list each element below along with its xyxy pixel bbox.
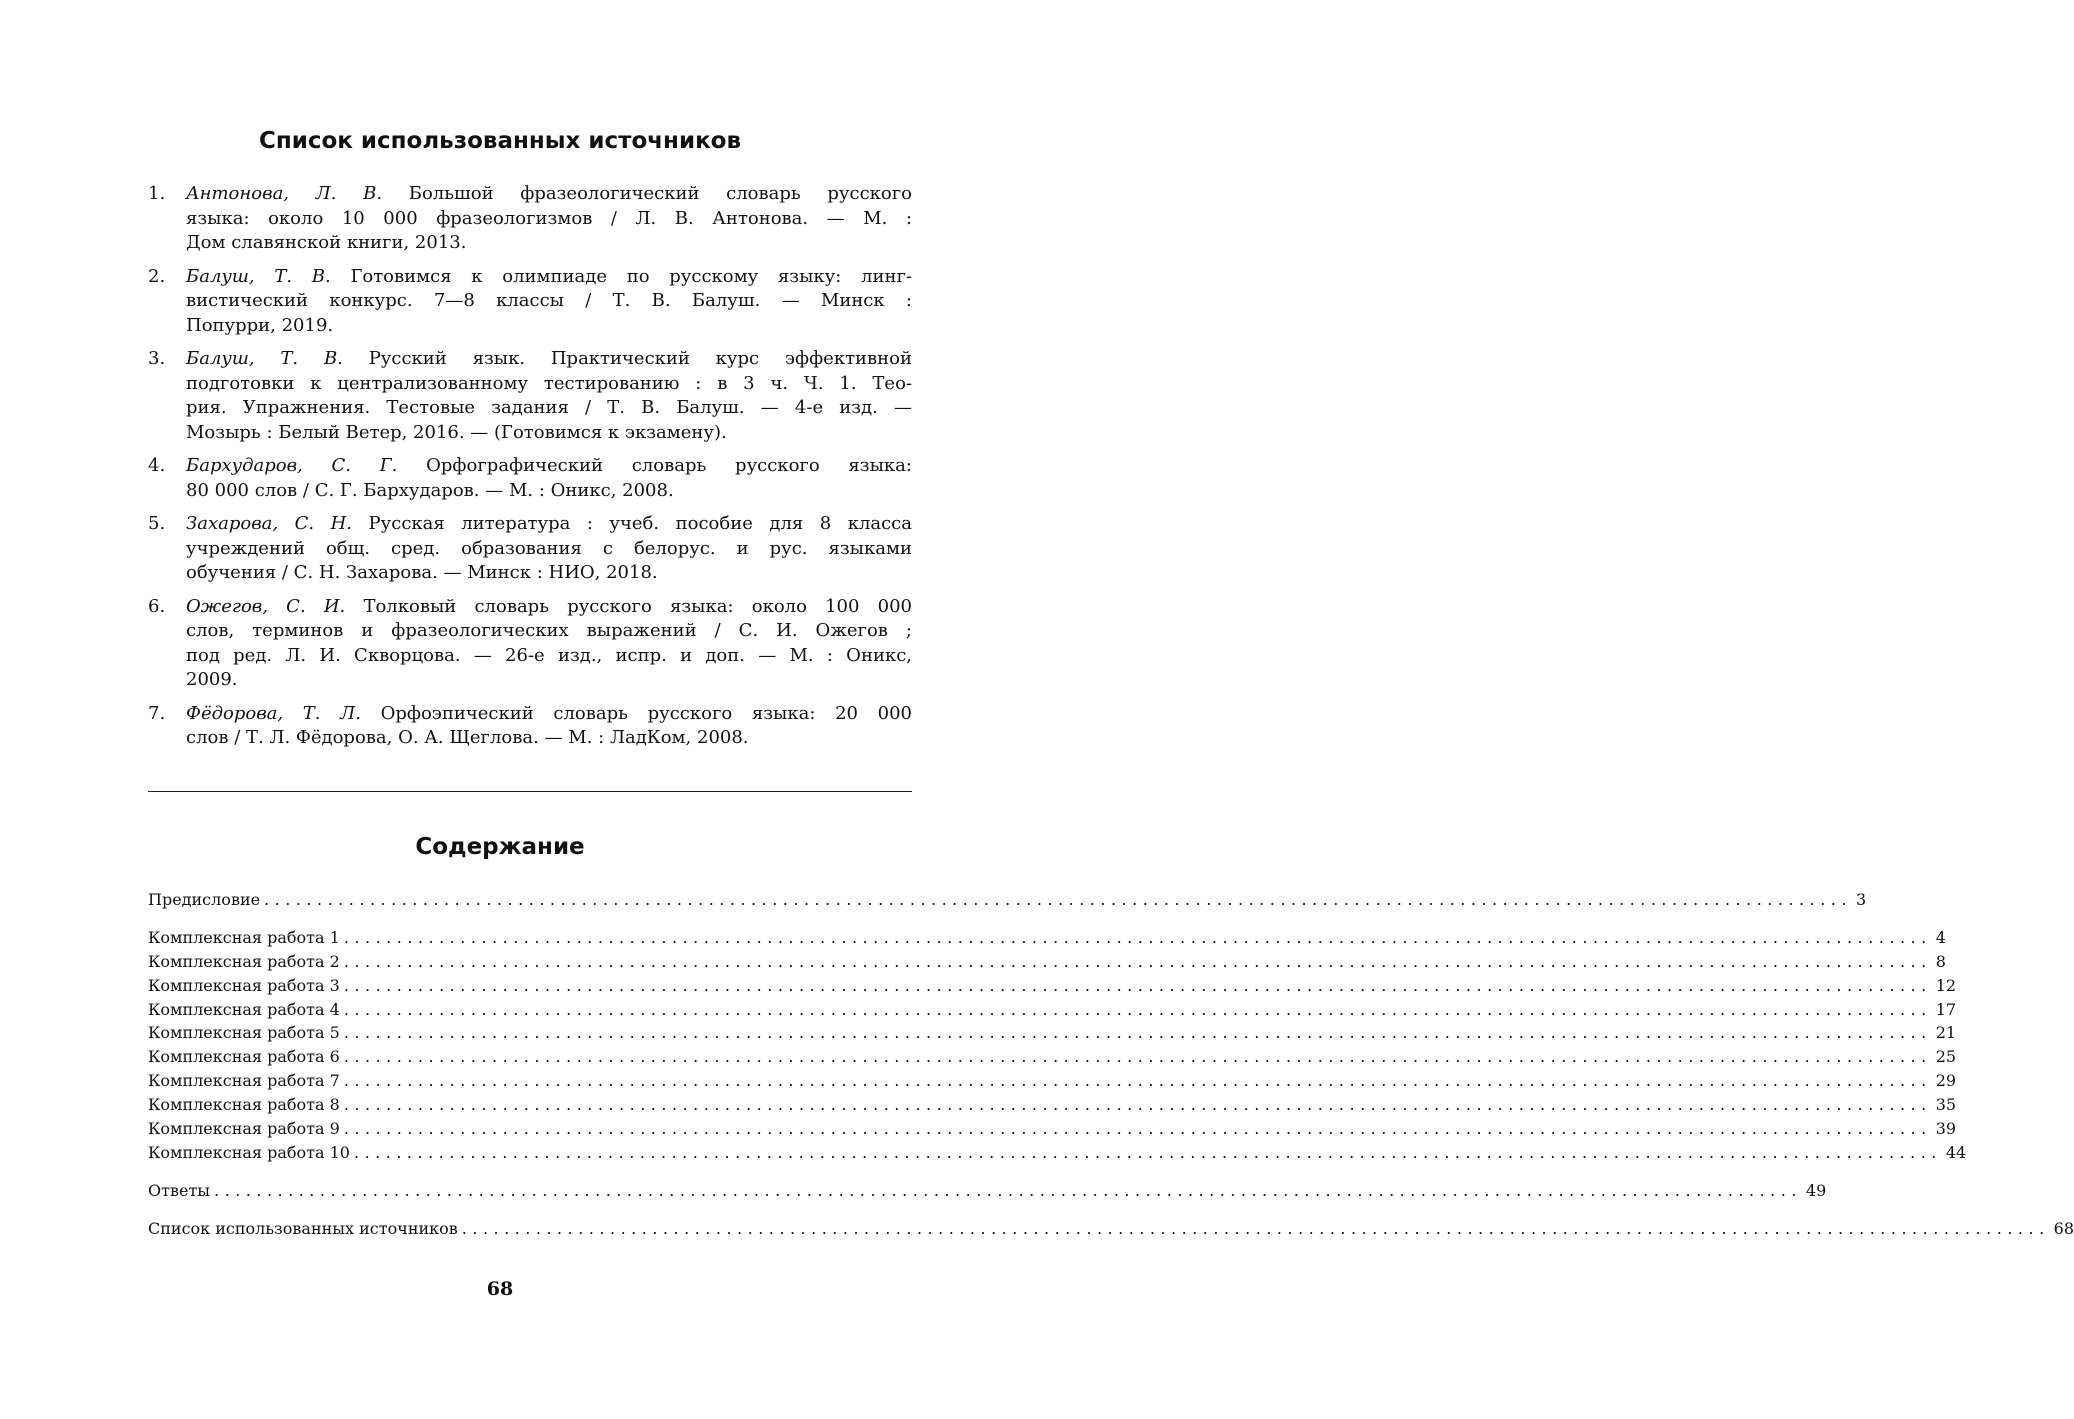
toc-title: Предисловие [148,890,261,909]
toc-page: 29 [1935,1071,1957,1091]
toc-page: 44 [1945,1142,1967,1162]
dot-leader: ...................................................................................................................................................... [343,951,1932,971]
toc-title: Комплексная работа 10 [148,1142,350,1162]
reference-number: 4. [148,455,166,476]
reference-line: Дом славянской книги, 2013. [186,232,467,253]
divider [148,791,912,792]
toc-title: Ответы [148,1180,211,1200]
reference-line [186,265,912,290]
reference-item [148,454,912,503]
dot-leader: ...................................................................................................................................................... [214,1180,1802,1200]
reference-line: подготовки к централизованному тестированию : в 3 ч. Ч. 1. Тео- [186,372,912,394]
reference-line [186,347,912,372]
reference-number: 1. [148,183,166,204]
reference-author: Балуш, Т. В. [186,265,331,287]
reference-list [148,182,912,760]
reference-text: Русская литература : учеб. пособие для 8 класса [352,513,912,534]
reference-author: Фёдорова, Т. Л. [186,702,361,724]
reference-line [186,595,912,620]
toc-page: 49 [1805,1180,1827,1200]
reference-line [186,512,912,537]
dot-leader: ...................................................................................................................................................... [343,975,1932,995]
sources-heading: Список использованных источников [258,128,742,154]
toc-entry[interactable] [148,1218,2074,1243]
reference-text: Русский язык. Практический курс эффективной [342,348,912,369]
toc-entry[interactable] [148,1119,1957,1143]
reference-line: языка: около 10 000 фразеологизмов / Л. В. Антонова. — М. : [186,207,912,229]
table-of-contents [148,890,2074,1243]
reference-line: под ред. Л. И. Скворцова. — 26-е изд., испр. и доп. — М. : Оникс, [186,644,912,666]
reference-item [148,347,912,445]
reference-line [186,702,912,727]
toc-entry[interactable] [148,1047,1957,1071]
dot-leader: ...................................................................................................................................................... [264,890,1852,909]
toc-title: Комплексная работа 4 [148,999,340,1019]
reference-text: Готовимся к олимпиаде по русскому языку: линг- [330,265,912,287]
toc-page: 4 [1935,927,1946,947]
reference-line: 80 000 слов / С. Г. Бархударов. — М. : Оникс, 2008. [186,479,674,501]
page-number: 68 [486,1278,514,1300]
contents-heading: Содержание [415,834,585,860]
dot-leader: ...................................................................................................................................................... [343,927,1932,947]
toc-title: Комплексная работа 7 [148,1071,340,1091]
toc-title: Комплексная работа 9 [148,1119,340,1139]
toc-entry[interactable] [148,1142,1967,1167]
reference-number: 6. [148,595,166,617]
toc-title: Список использованных источников [148,1218,458,1238]
reference-line: слов / Т. Л. Фёдорова, О. А. Щеглова. — М. : ЛадКом, 2008. [186,727,749,748]
toc-page: 8 [1935,951,1946,971]
toc-title: Комплексная работа 3 [148,975,340,995]
toc-page: 21 [1935,1023,1957,1043]
reference-line: Попурри, 2019. [186,314,334,336]
reference-line: 2009. [186,669,238,690]
toc-title: Комплексная работа 1 [148,927,340,947]
toc-title: Комплексная работа 6 [148,1047,340,1067]
toc-entry[interactable] [148,1023,1957,1047]
dot-leader: ...................................................................................................................................................... [343,1023,1932,1043]
reference-line: обучения / С. Н. Захарова. — Минск : НИО, 2018. [186,562,658,583]
dot-leader: ...................................................................................................................................................... [353,1142,1942,1162]
dot-leader: ...................................................................................................................................................... [343,999,1932,1019]
dot-leader: ...................................................................................................................................................... [343,1047,1932,1067]
reference-item [148,512,912,586]
toc-entry[interactable] [148,1180,1827,1205]
reference-item [148,595,912,693]
toc-entry[interactable] [148,890,1867,914]
reference-author: Антонова, Л. В. [186,183,383,204]
reference-item [148,265,912,339]
reference-line: слов, терминов и фразеологических выражений / С. И. Ожегов ; [186,620,912,641]
reference-text: Толковый словарь русского языка: около 100 000 [345,595,912,617]
toc-page: 3 [1855,890,1867,909]
reference-author: Захарова, С. Н. [186,513,353,534]
reference-author: Ожегов, С. И. [186,595,346,617]
dot-leader: ...................................................................................................................................................... [343,1071,1932,1091]
reference-line: учреждений общ. сред. образования с белорус. и рус. языками [186,537,912,559]
toc-page: 12 [1935,975,1957,995]
toc-page: 68 [2053,1218,2074,1238]
toc-entry[interactable] [148,999,1957,1024]
reference-author: Бархударов, С. Г. [186,455,398,476]
toc-title: Комплексная работа 5 [148,1023,340,1043]
toc-page: 35 [1935,1095,1957,1115]
reference-text: Большой фразеологический словарь русского [382,183,913,204]
reference-line [186,454,912,479]
reference-number: 3. [148,348,166,369]
dot-leader: ...................................................................................................................................................... [461,1218,2050,1238]
reference-item [148,182,912,256]
toc-entry[interactable] [148,1095,1957,1119]
toc-page: 39 [1935,1119,1957,1139]
toc-entry[interactable] [148,975,1957,1000]
toc-entry[interactable] [148,927,1946,952]
reference-item [148,702,912,751]
dot-leader: ...................................................................................................................................................... [343,1119,1932,1139]
reference-line: вистический конкурс. 7—8 классы / Т. В. Балуш. — Минск : [186,290,912,311]
toc-page: 17 [1935,999,1957,1019]
reference-number: 5. [148,513,166,534]
dot-leader: ...................................................................................................................................................... [343,1095,1932,1115]
toc-entry[interactable] [148,951,1946,976]
toc-title: Комплексная работа 8 [148,1095,340,1115]
reference-number: 7. [148,702,166,724]
reference-line [186,182,912,207]
reference-line: Мозырь : Белый Ветер, 2016. — (Готовимся к экзамену). [186,421,727,443]
toc-page: 25 [1935,1047,1957,1067]
reference-text: Орфографический словарь русского языка: [397,455,912,476]
reference-author: Балуш, Т. В. [186,348,343,369]
toc-entry[interactable] [148,1071,1957,1095]
reference-line: рия. Упражнения. Тестовые задания / Т. В. Балуш. — 4-е изд. — [186,397,912,418]
toc-title: Комплексная работа 2 [148,951,340,971]
reference-text: Орфоэпический словарь русского языка: 20 000 [360,702,912,724]
reference-number: 2. [148,265,166,287]
